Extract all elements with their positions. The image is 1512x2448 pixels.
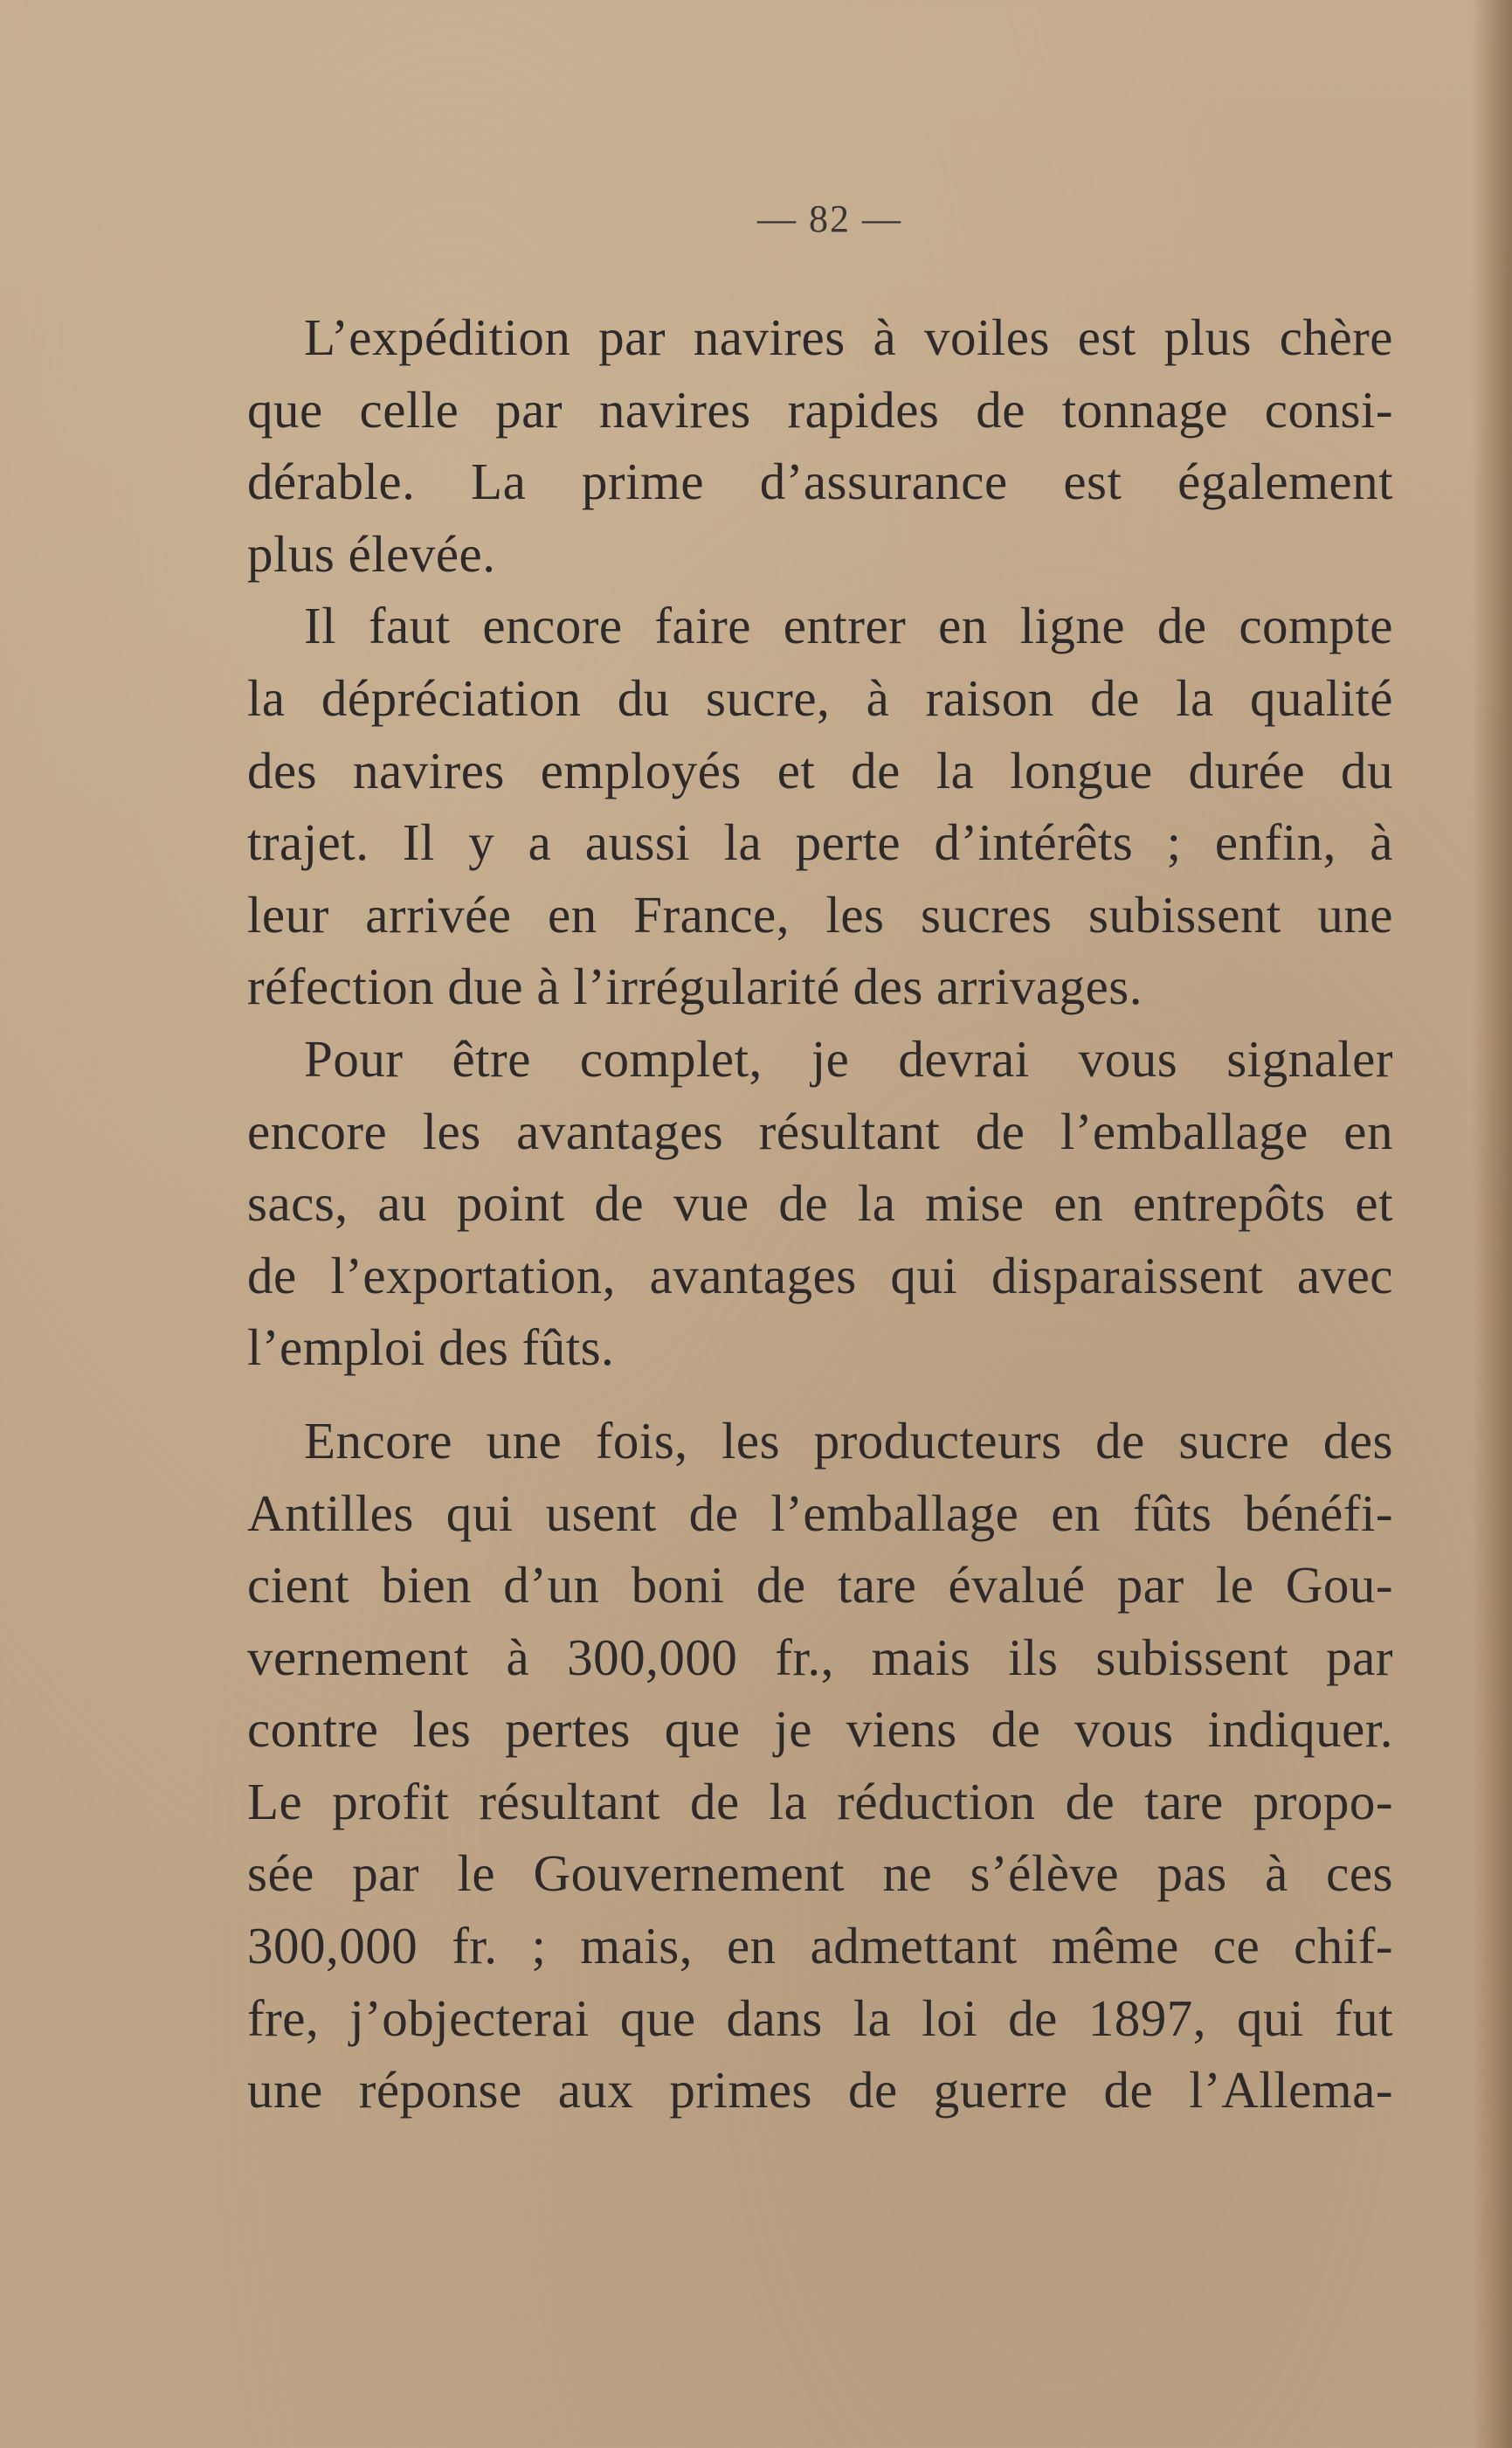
text-line: Il faut encore faire entrer en ligne de compte [304,597,1393,655]
text-line: Encore une fois, les producteurs de sucre des [304,1411,1393,1469]
text-line: des navires employés et de la longue durée du [247,741,1393,799]
text-line: encore les avantages résultant de l’emballage en [247,1102,1393,1160]
text-line: Pour être complet, je devrai vous signaler [304,1029,1393,1088]
text-line: réfection due à l’irrégularité des arrivages. [247,958,1143,1016]
text-line: cient bien d’un boni de tare évalué par le Gou- [247,1556,1393,1615]
body-text [247,301,1393,2126]
text-line: plus élevée. [247,524,496,583]
paragraph-1 [247,301,1393,590]
text-line: Le profit résultant de la réduction de tare propo- [247,1772,1393,1830]
paragraph-4 [247,1405,1393,2126]
text-line: contre les pertes que je viens de vous indiquer. [247,1700,1393,1759]
text-line: une réponse aux primes de guerre de l’Allema- [247,2061,1393,2120]
paragraph-3 [247,1023,1393,1384]
page-number: — 82 — [757,197,902,240]
text-line: vernement à 300,000 fr., mais ils subissent par [247,1628,1393,1686]
page-edge-shadow [1472,0,1512,2448]
text-line: Antilles qui usent de l’emballage en fûts bénéfi- [247,1483,1393,1542]
text-line: de l’exportation, avantages qui disparaissent avec [247,1246,1393,1304]
text-line: leur arrivée en France, les sucres subissent une [247,885,1393,944]
text-line: dérable. La prime d’assurance est également [247,453,1393,511]
paragraph-2 [247,590,1393,1023]
text-line: L’expédition par navires à voiles est plus chère [304,308,1393,366]
text-line: la dépréciation du sucre, à raison de la qualité [247,668,1393,727]
text-line: l’emploi des fûts. [247,1318,615,1377]
text-line: sacs, au point de vue de la mise en entrepôts et [247,1174,1393,1233]
text-line: trajet. Il y a aussi la perte d’intérêts ; enfin, à [247,813,1393,872]
text-line: que celle par navires rapides de tonnage consi- [247,380,1393,439]
text-line: 300,000 fr. ; mais, en admettant même ce chif- [247,1917,1393,1975]
text-line: sée par le Gouvernement ne s’élève pas à ces [247,1844,1393,1903]
text-line: fre, j’objecterai que dans la loi de 1897, qui fut [247,1988,1393,2047]
